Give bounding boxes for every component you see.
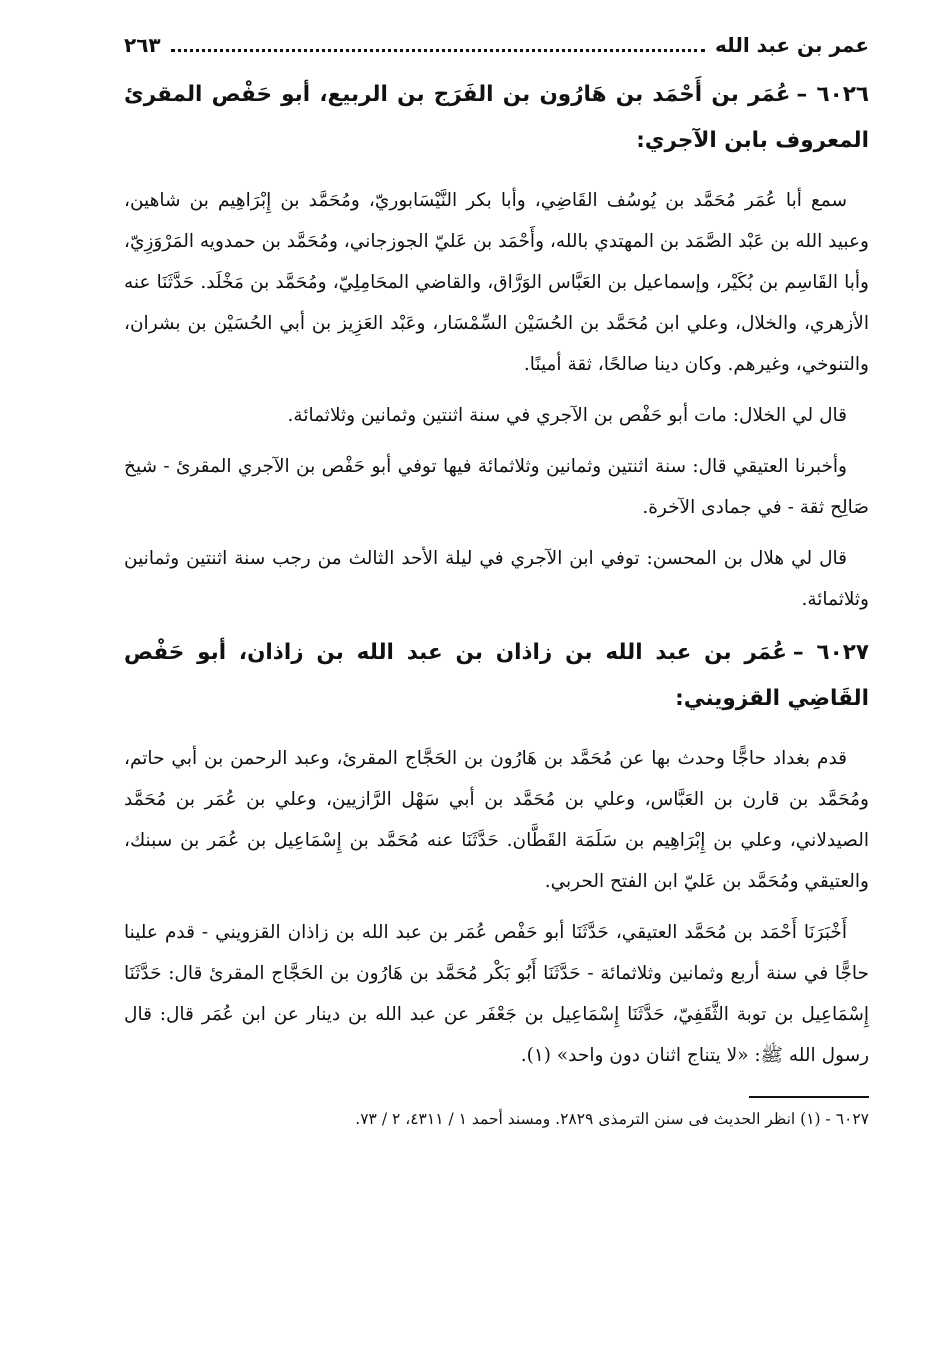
entry-number: ٦٠٢٧ – [792, 640, 869, 665]
running-title: عمر بن عبد الله [715, 33, 869, 57]
entry-title: عُمَر بن عبد الله بن زاذان بن عبد الله بن زاذان، أبو حَفْص القَاضِي القزويني: [124, 640, 869, 711]
body-paragraph: أَخْبَرَنَا أَحْمَد بن مُحَمَّد العتيقي، حَدَّثَنَا أبو حَفْص عُمَر بن عبد الله بن زاذان القزويني - قدم علينا حاجًّا في سنة أربع وثمانين وثلاثمائة - حَدَّثَنَا أَبُو بَكْر مُحَمَّد بن هَارُون بن الحَجَّاج المقرئ قال: حَدَّثَنَا إِسْمَاعِيل بن توبة الثَّقَفِيّ، حَدَّثَنَا إِسْمَاعِيل بن جَعْفَر عن عبد الله بن دينار عن ابن عُمَر قال: قال رسول الله ﷺ: «لا يتناج اثنان دون واحد» (١). [124, 922, 869, 1066]
body-paragraph: قدم بغداد حاجًّا وحدث بها عن مُحَمَّد بن هَارُون بن الحَجَّاج المقرئ، وعبد الرحمن بن أبي حاتم، ومُحَمَّد بن قارن بن العَبَّاس، وعلي بن مُحَمَّد بن أبي سَهْل الرَّازيين، وعلي بن عُمَر بن مُحَمَّد الصيدلاني، وعلي بن إِبْرَاهِيم بن سَلَمَة القَطَّان. حَدَّثَنَا عنه مُحَمَّد بن إِسْمَاعِيل بن عُمَر بن سبنك، والعتيقي ومُحَمَّد بن عَليّ ابن الفتح الحربي. [124, 748, 869, 892]
footnote: ٦٠٢٧ - (١) انظر الحديث فى سنن الترمذى ٢٨٢٩. ومسند أحمد ١ / ٤٣١١، ٢ / ٧٣. [355, 1110, 869, 1128]
entry-heading [124, 72, 869, 164]
entry-number: ٦٠٢٦ – [796, 82, 869, 107]
entry-heading [124, 630, 869, 722]
page-content [124, 28, 869, 1134]
entry-title: عُمَر بن أَحْمَد بن هَارُون بن الفَرَج بن الربيع، أبو حَفْص المقرئ المعروف بابن الآجري: [124, 82, 869, 153]
body-paragraph: سمع أبا عُمَر مُحَمَّد بن يُوسُف القَاضِي، وأبا بكر النَّيْسَابوريّ، ومُحَمَّد بن إِبْرَاهِيم بن شاهين، وعبيد الله بن عَبْد الصَّمَد بن المهتدي بالله، وأَحْمَد بن عَليّ الجوزجاني، ومُحَمَّد بن حمدويه المَرْوَزِيّ، وأبا القَاسِم بن بُكَيْر، وإسماعيل بن العَبَّاس الوَرَّاق، والقاضي المحَامِلِيّ، ومُحَمَّد بن مَخْلَد. حَدَّثَنَا عنه الأزهري، والخلال، وعلي ابن مُحَمَّد بن الحُسَيْن السِّمْسَار، وعَبْد العَزِيز بن أبي الحُسَيْن بن بشران، والتنوخي، وغيرهم. وكان دينا صالحًا، ثقة أمينًا. [124, 190, 869, 375]
footnote-separator [749, 1096, 869, 1098]
header-dot-leader [171, 49, 705, 52]
body-paragraph: وأخبرنا العتيقي قال: سنة اثنتين وثمانين وثلاثمائة فيها توفي أبو حَفْص بن الآجري المقرئ - شيخ صَالِح ثقة - في جمادى الآخرة. [124, 456, 869, 518]
body-paragraph: قال لي الخلال: مات أبو حَفْص بن الآجري في سنة اثنتين وثمانين وثلاثمائة. [287, 405, 847, 426]
running-header [124, 28, 869, 62]
page-number: ٢٦٣ [124, 33, 161, 57]
body-paragraph: قال لي هلال بن المحسن: توفي ابن الآجري في ليلة الأحد الثالث من رجب سنة اثنتين وثمانين وثلاثمائة. [124, 548, 869, 610]
